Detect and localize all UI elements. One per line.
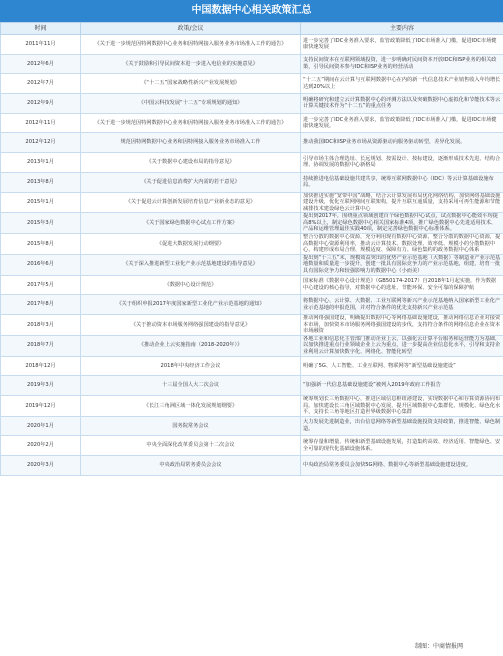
date-cell: 2019年3月 — [1, 376, 81, 396]
table-row — [1, 456, 503, 476]
policy-cell: 中央全面深化改革委员会第十二次会议 — [81, 436, 301, 456]
header-content: 主要内容 — [301, 23, 503, 35]
date-cell: 2012年9月 — [1, 94, 81, 114]
policy-table — [0, 22, 503, 476]
table-row — [1, 172, 503, 192]
table-body — [1, 35, 503, 476]
page-title: 中国数据中心相关政策汇总 — [0, 0, 503, 22]
policy-cell: 中央政治局常务委员会会议 — [81, 456, 301, 476]
date-cell: 2017年8月 — [1, 295, 81, 315]
content-cell: 统筹规划长三角数据中心，推进区域信息枢纽港建设，实现数据中心和存算资源协同布局。加快建设长三角区域数据中心发展，提升区域数据中心集群化、规模化、绿色化水平，支持长三角等地区打造世界级数据中心集群 — [301, 395, 503, 416]
policy-cell: 《数据中心设计规范》 — [81, 275, 301, 295]
policy-cell: 《关于国家绿色数据中心试点工作方案》 — [81, 213, 301, 234]
table-row — [1, 376, 503, 396]
table-row — [1, 436, 503, 456]
date-cell: 2017年5月 — [1, 275, 81, 295]
content-cell: 各地工业和信息化主管部门推动企业上云，以强化云计算平台服务和运营能力为基础，以加快推进重点行业领域企业上云为重点，进一步提高企业信息化水平，引导和支持企业利用云计算加快数字化、网络化、智能化转型 — [301, 335, 503, 356]
source-note: 制图：中商情报网 — [414, 643, 463, 650]
content-cell: 支持民间资本在互联网领域投资，进一步明确对民间资本开放IDC和ISP业务的相关政策，引导民间资本参与IDC和ISP业务的经营活动 — [301, 54, 503, 74]
date-cell: 2015年3月 — [1, 213, 81, 234]
date-cell: 2020年2月 — [1, 436, 81, 456]
content-cell: 整合分散的数据中心资源，充分利用现有数据中心资源，整合分散的数据中心资源，提高数据中心资源利用率，推动云计算技术、数据处理、效率低、规模小的分散数据中心，构建形成布局合理、规模适度、保障有力、绿色集约的政务数据中心体系 — [301, 234, 503, 255]
content-cell: 明确将研究和建立云计算数据中心的评测方法以及突破数据中心虚拟化和节能技术等云计算关键技术作为“十二五”的重点任务 — [301, 94, 503, 114]
table-row — [1, 74, 503, 94]
date-cell: 2018年3月 — [1, 315, 81, 336]
policy-cell: 《关于推动资本市场服务网络强国建设的指导意见》 — [81, 315, 301, 336]
policy-cell: 国务院常务会议 — [81, 416, 301, 436]
table-row — [1, 213, 503, 234]
date-cell: 2016年6月 — [1, 254, 81, 275]
table-row — [1, 153, 503, 173]
table-row — [1, 94, 503, 114]
date-cell: 2012年6月 — [1, 54, 81, 74]
policy-cell: 规范因特网数据中心业务和因特网接入服务业务市场准入工作 — [81, 133, 301, 153]
policy-cell: 2018年中央经济工作会议 — [81, 356, 301, 376]
content-cell: 推动我国IDC和ISP业务市场从资源驱动向服务驱动转型，差异化发展。 — [301, 133, 503, 153]
table-row — [1, 133, 503, 153]
table-row — [1, 234, 503, 255]
content-cell: 提出到2017年，围绕重点领域创建百个绿色数据中心试点，试点数据中心能效平均提高8%以上，制定绿色数据中心相关国家标准4项，推广绿色数据中心先进适用技术、产品和运维管理最佳实践40项，制定完善绿色数据中心标准体系。 — [301, 213, 503, 234]
content-cell: 大力发展先进制造业，出台信息网络等新型基础设施投资支持政策，推进智能、绿色制造。 — [301, 416, 503, 436]
policy-cell: 《中国云科技发展“十二五”专项规划的通知》 — [81, 94, 301, 114]
date-cell: 2020年3月 — [1, 456, 81, 476]
table-row — [1, 254, 503, 275]
content-cell: “加强新一代信息基础设施建设”被列入2019年政府工作报告 — [301, 376, 503, 396]
table-row — [1, 356, 503, 376]
date-cell: 2018年7月 — [1, 335, 81, 356]
policy-cell: 《促进大数据发展行动纲要》 — [81, 234, 301, 255]
date-cell: 2012年7月 — [1, 74, 81, 94]
date-cell: 2015年1月 — [1, 192, 81, 213]
policy-cell: 《关于进一步规范因特网数据中心业务和因特网接入服务业务市场准入工作的通告》 — [81, 35, 301, 55]
policy-cell: 《关于促进信息消费扩大内需的若干意见》 — [81, 172, 301, 192]
date-cell: 2013年8月 — [1, 172, 81, 192]
content-cell: 中央政治局常务委员会加快5G网络、数据中心等新型基础设施建设进度。 — [301, 456, 503, 476]
table-row — [1, 113, 503, 133]
date-cell: 2019年12月 — [1, 395, 81, 416]
policy-cell: 《关于鼓励和引导民间资本进一步进入电信业的实施意见》 — [81, 54, 301, 74]
table-header-row — [1, 23, 503, 35]
content-cell: 国家标准《数据中心设计规范》（GB50174-2017）自2018年1月起实施，作为数据中心建设的核心指导，对数据中心的选址、节能环保、安全可靠的保障护航 — [301, 275, 503, 295]
date-cell: 2018年12月 — [1, 356, 81, 376]
date-cell: 2015年8月 — [1, 234, 81, 255]
date-cell: 2020年1月 — [1, 416, 81, 436]
table-row — [1, 35, 503, 55]
date-cell: 2013年1月 — [1, 153, 81, 173]
table-row — [1, 54, 503, 74]
table-row — [1, 275, 503, 295]
header-policy: 政策/会议 — [81, 23, 301, 35]
policy-cell: 《关于深入推进新型工业化产业示范基地建设的指导意见》 — [81, 254, 301, 275]
policy-cell: 《推动企业上云实施指南（2018-2020年）》 — [81, 335, 301, 356]
content-cell: 统筹存量和增量、传统和新型基础设施发展，打造集约高效、经济适用、智能绿色、安全可靠的现代化基础设施体系。 — [301, 436, 503, 456]
content-cell: 推动网络强国建设，明确提出数据中心等网络基础设施建设，推动网络信息企业对接资本市场，加快资本市场服务网络强国建设的步伐，支持符合条件的网络信息企业在资本市场融资 — [301, 315, 503, 336]
policy-cell: 《关于数据中心建设布局的指导意见》 — [81, 153, 301, 173]
table-row — [1, 295, 503, 315]
policy-cell: 《关于进一步规范因特网数据中心业务和因特网接入服务业务市场准入工作的通告》 — [81, 113, 301, 133]
policy-cell: 十三届全国人大二次会议 — [81, 376, 301, 396]
content-cell: 进一步完善了IDC业务准入要求，监管政策降低了IDC市场准入门槛，促进IDC市场健康快速发展。 — [301, 113, 503, 133]
content-cell: 引导市场主体合理选址、长远规划、按需设计、按标建设，逐渐形成技术先进、结构合理、协调发展的数据中心新格局 — [301, 153, 503, 173]
policy-cell: 《关于组织申报2017年度国家新型工业化产业示范基地的通知》 — [81, 295, 301, 315]
table-row — [1, 395, 503, 416]
content-cell: 持续推进电信基础设施共建共享，统筹互联网数据中心（IDC）等云计算基础设施布局。 — [301, 172, 503, 192]
date-cell: 2011年11月 — [1, 35, 81, 55]
content-cell: 进一步完善了IDC业务准入要求，监管政策降低了IDC市场准入门槛，促进IDC市场健康快速发展 — [301, 35, 503, 55]
date-cell: 2012年11月 — [1, 113, 81, 133]
content-cell: 将数据中心、云计算、大数据、工业互联网等新兴产业示范基地纳入国家新型工业化产业示范基地的申报范围，并对符合条件的优先支持新兴产业示范基 — [301, 295, 503, 315]
content-cell: 明确了5G、人工智能、工业互联网、物联网等“新型基础设施建设” — [301, 356, 503, 376]
date-cell: 2012年12月 — [1, 133, 81, 153]
policy-cell: 《长江三角洲区域一体化发展规划纲要》 — [81, 395, 301, 416]
policy-cell: 《关于促进云计算创新发展培育信息产业新业态的意见》 — [81, 192, 301, 213]
header-date: 时间 — [1, 23, 81, 35]
table-row — [1, 335, 503, 356]
content-cell: 提出到“十三五”末，规模效益突出的优势产业示范基地（大数据）等制造业产业示范基地数量和质量进一步提升，创建一批具有国际竞争力的产业示范基地，组建、培育一批具有国际竞争力和较强影响力的数据中心（小而美） — [301, 254, 503, 275]
table-row — [1, 416, 503, 436]
content-cell: “十二五”期间在云计算与互联网数据中心在内的新一代信息技术产业销售收入年均增长达到20%以上 — [301, 74, 503, 94]
table-row — [1, 192, 503, 213]
content-cell: 加快推进实施“宽带中国”战略，结合云计算发展布局优化网络结构，加快网络基础设施建设升级，优化互联网网间互联架构，提升互联互通质量，支持采用可再生能源和节能减排技术建设绿色云计算中心 — [301, 192, 503, 213]
policy-cell: 《“十二五”国家战略性新兴产业发展规划》 — [81, 74, 301, 94]
table-row — [1, 315, 503, 336]
